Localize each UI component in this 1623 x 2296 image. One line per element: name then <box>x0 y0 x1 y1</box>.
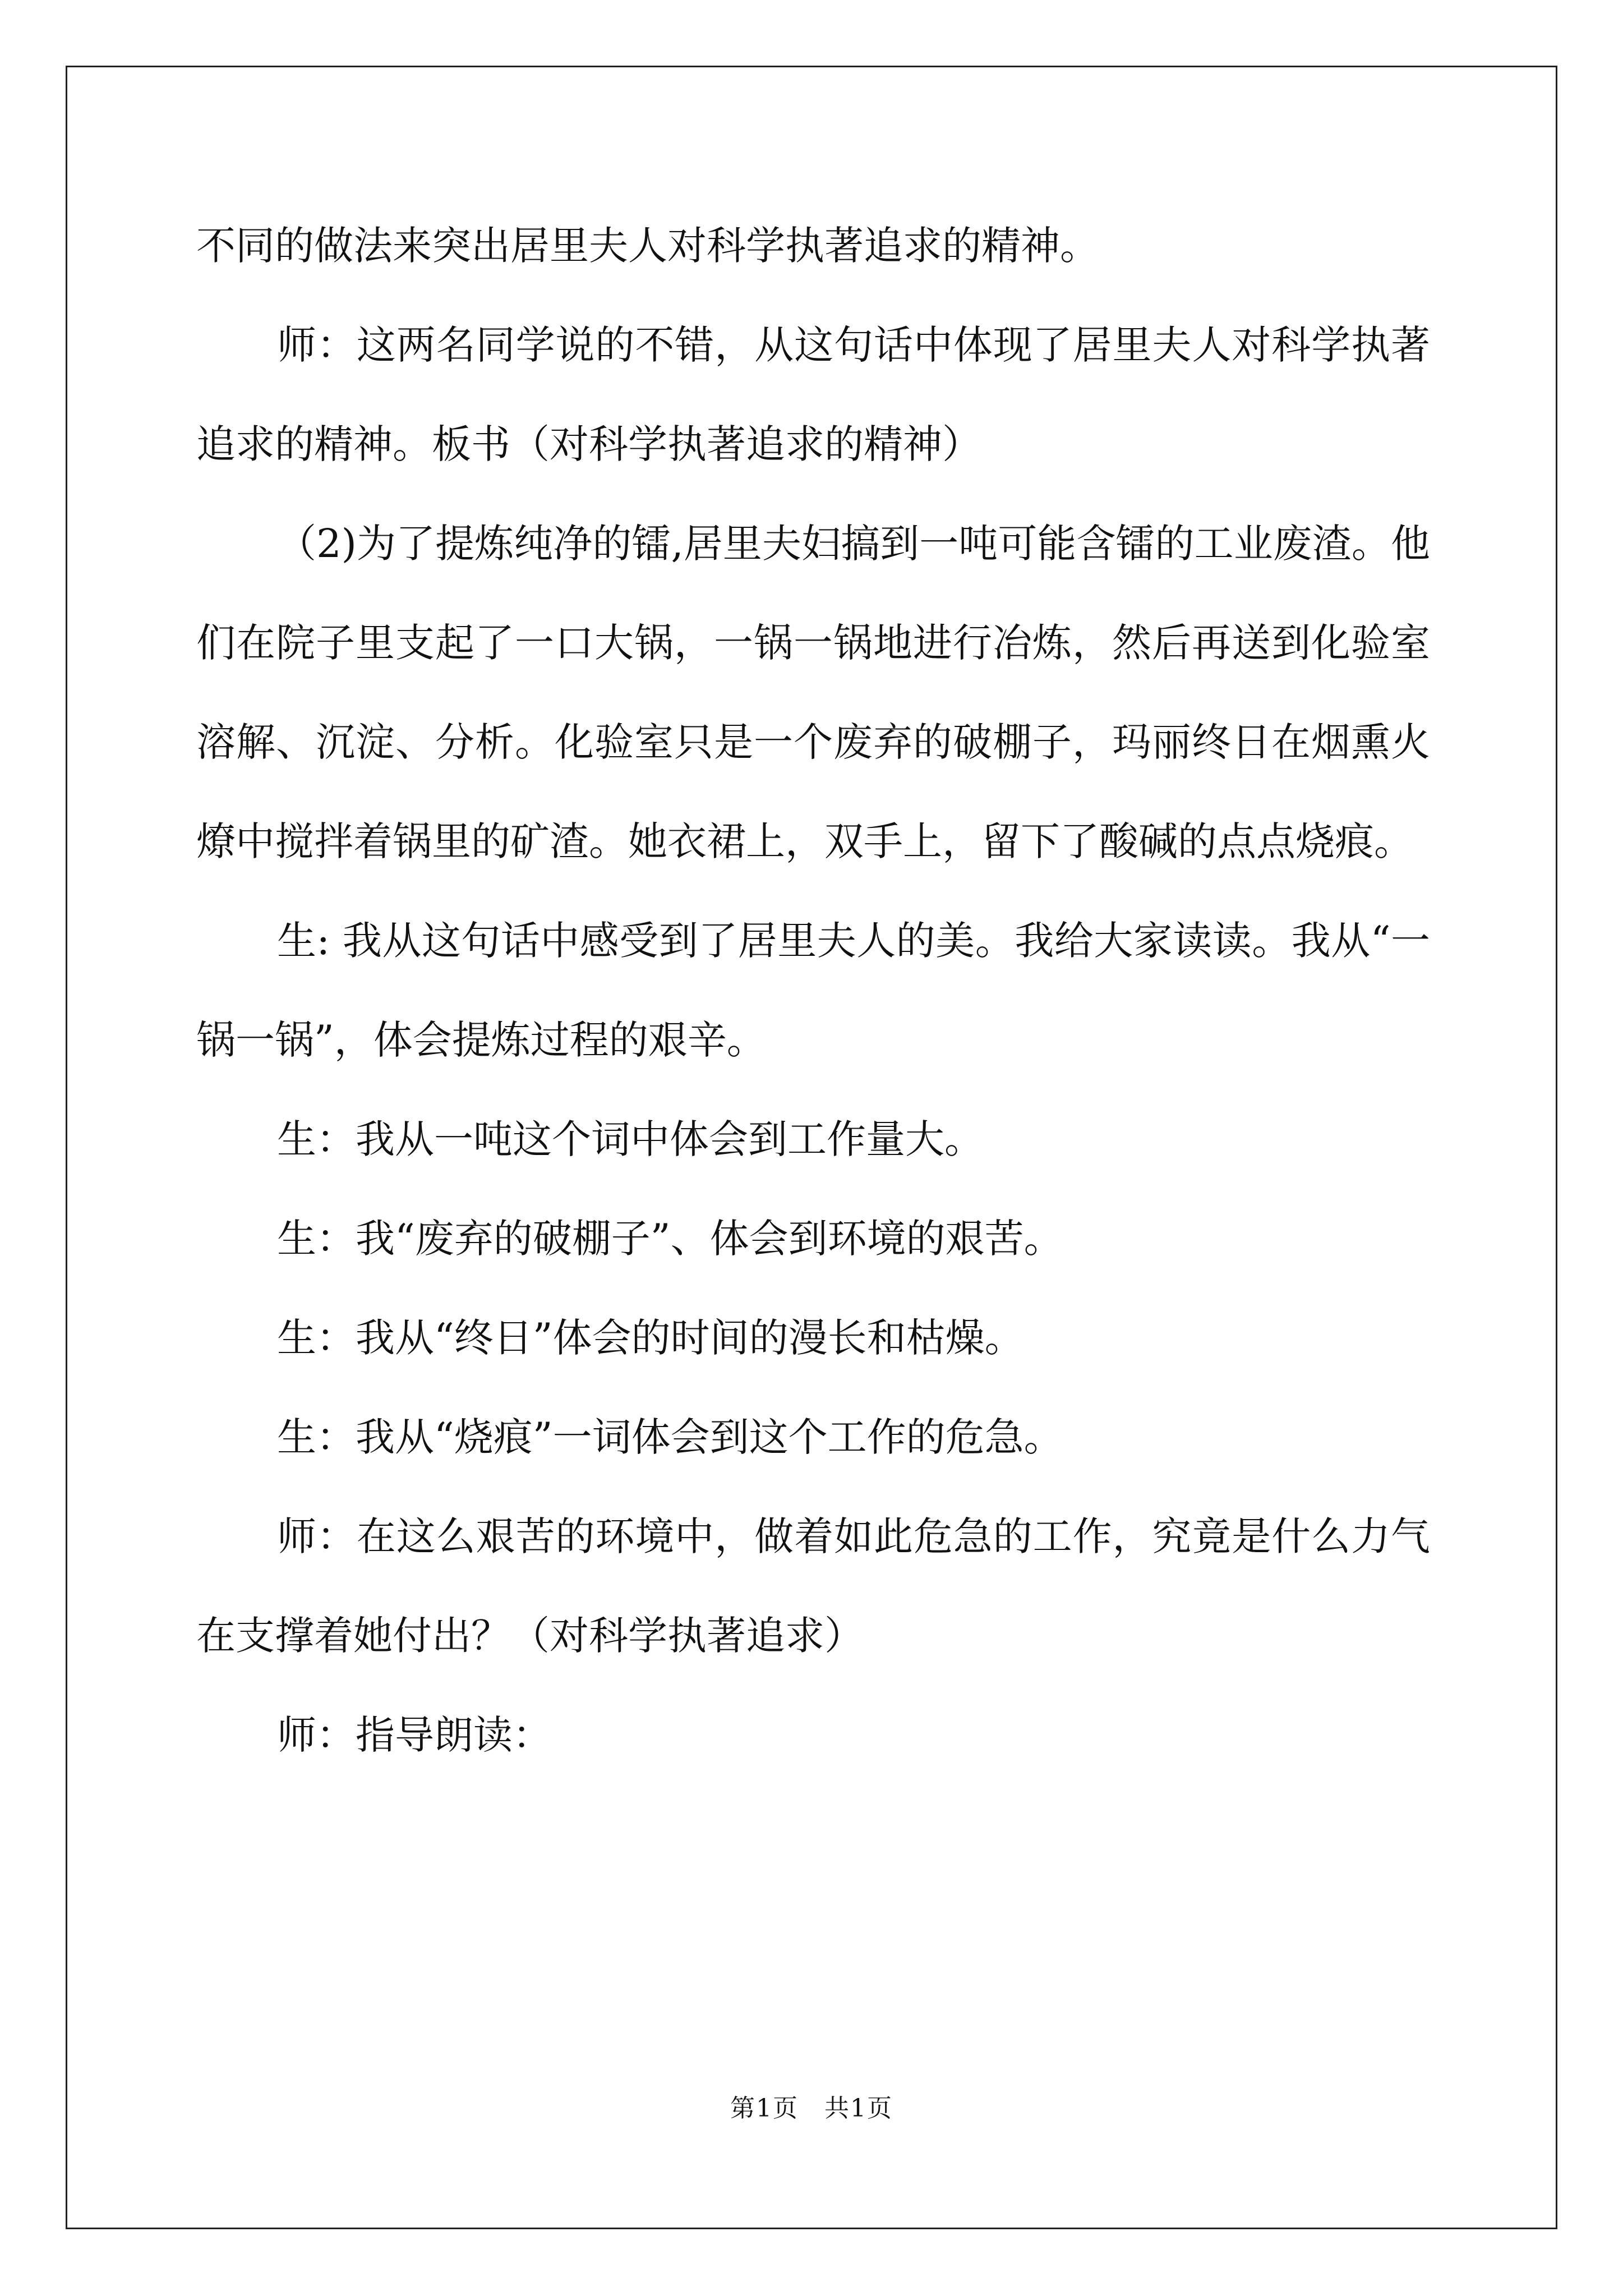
paragraph-3: （2)为了提炼纯净的镭,居里夫妇搞到一吨可能含镭的工业废渣。他们在院子里支起了一口大锅，一锅一锅地进行冶炼，然后再送到化验室溶解、沉淀、分析。化验室只是一个废弃的破棚子，玛丽终日在烟熏火燎中搅拌着锅里的矿渣。她衣裙上，双手上，留下了酸碱的点点烧痕。 <box>196 521 1430 864</box>
paragraph-8: 生：我从“烧痕”一词体会到这个工作的危急。 <box>277 1414 1063 1460</box>
paragraph-10: 师：指导朗读： <box>277 1712 552 1758</box>
paragraph-2: 师：这两名同学说的不错，从这句话中体现了居里夫人对科学执著追求的精神。板书（对科学执著追求的精神） <box>196 322 1430 467</box>
paragraph-7: 生：我从“终日”体会的时间的漫长和枯燥。 <box>277 1315 1024 1361</box>
paragraph-5: 生：我从一吨这个词中体会到工作量大。 <box>277 1116 984 1162</box>
page-number-footer: 第1页 共1页 <box>730 2094 893 2123</box>
paragraph-6: 生：我“废弃的破棚子”、体会到环境的艰苦。 <box>277 1216 1063 1262</box>
paragraph-9: 师：在这么艰苦的环境中，做着如此危急的工作，究竟是什么力气在支撑着她付出？（对科学执著追求） <box>196 1513 1430 1659</box>
paragraph-1: 不同的做法来突出居里夫人对科学执著追求的精神。 <box>196 223 1099 269</box>
paragraph-4: 生: 我从这句话中感受到了居里夫人的美。我给大家读读。我从“一锅一锅”，体会提炼过程的艰辛。 <box>196 918 1430 1063</box>
document-body <box>196 196 1430 1785</box>
